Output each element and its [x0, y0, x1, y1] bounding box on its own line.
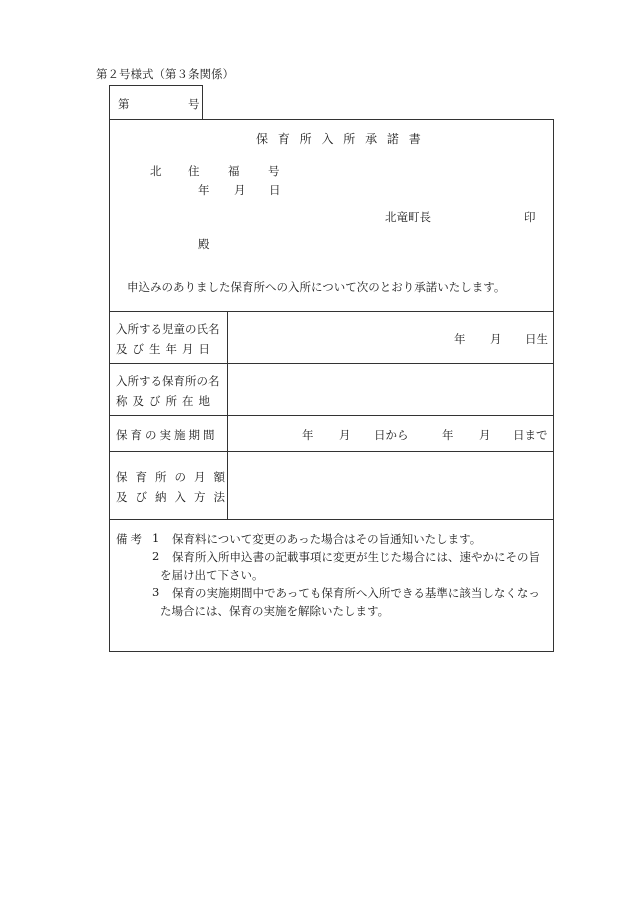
- remark-1-number: 1: [152, 531, 160, 545]
- number-prefix: 第: [118, 97, 130, 111]
- ref-part-2: 住: [188, 164, 200, 178]
- remarks-heading: 備考: [116, 532, 145, 546]
- remark-2-number: 2: [152, 549, 160, 563]
- issue-year: 年: [198, 183, 210, 197]
- to-day: 日まで: [513, 428, 548, 442]
- fee-label-line2: 及び納入方法: [116, 490, 233, 504]
- row-divider-4: [109, 451, 554, 452]
- child-label-line1: 入所する児童の氏名: [116, 322, 220, 336]
- remark-2-text: 保育所入所申込書の記載事項に変更が生じた場合には、速やかにその旨: [172, 550, 540, 564]
- remark-1-text: 保育料について変更のあった場合はその旨通知いたします。: [172, 532, 482, 546]
- document-title: 保 育 所 入 所 承 諾 書: [256, 132, 424, 146]
- facility-label-line1: 入所する保育所の名: [116, 374, 220, 388]
- to-month: 月: [479, 428, 491, 442]
- number-suffix: 号: [188, 97, 200, 111]
- remark-2-text-cont: を届け出て下さい。: [160, 568, 264, 582]
- issue-month: 月: [234, 183, 246, 197]
- fee-label-line1: 保育所の月額: [116, 470, 233, 484]
- form-number-title: 第２号様式（第３条関係）: [96, 67, 234, 81]
- row-divider-1: [109, 311, 554, 312]
- remark-3-text-cont: た場合には、保育の実施を解除いたします。: [160, 604, 390, 618]
- birth-year: 年: [454, 332, 466, 346]
- ref-part-3: 福: [228, 164, 240, 178]
- period-label: 保育の実施期間: [116, 428, 218, 442]
- addressee-suffix: 殿: [198, 237, 210, 251]
- facility-label-line2: 称及び所在地: [116, 394, 215, 408]
- from-month: 月: [339, 428, 351, 442]
- to-year: 年: [442, 428, 454, 442]
- child-label-line2: 及び生年月日: [116, 342, 215, 356]
- intro-text: 申込みのありました保育所への入所について次のとおり承諾いたします。: [127, 280, 506, 294]
- document-number-box: [109, 85, 203, 120]
- ref-part-4: 号: [268, 164, 280, 178]
- label-column-divider: [227, 311, 228, 519]
- row-divider-3: [109, 415, 554, 416]
- from-day: 日から: [374, 428, 409, 442]
- seal-mark: 印: [524, 210, 536, 224]
- remark-3-text: 保育の実施期間中であっても保育所へ入所できる基準に該当しなくなっ: [172, 586, 540, 600]
- from-year: 年: [302, 428, 314, 442]
- remark-3-number: 3: [152, 585, 160, 599]
- issuer-title: 北竜町長: [385, 210, 431, 224]
- issue-day: 日: [269, 183, 281, 197]
- birth-day: 日生: [525, 332, 548, 346]
- birth-month: 月: [490, 332, 502, 346]
- row-divider-2: [109, 363, 554, 364]
- ref-part-1: 北: [150, 164, 162, 178]
- row-divider-5: [109, 519, 554, 520]
